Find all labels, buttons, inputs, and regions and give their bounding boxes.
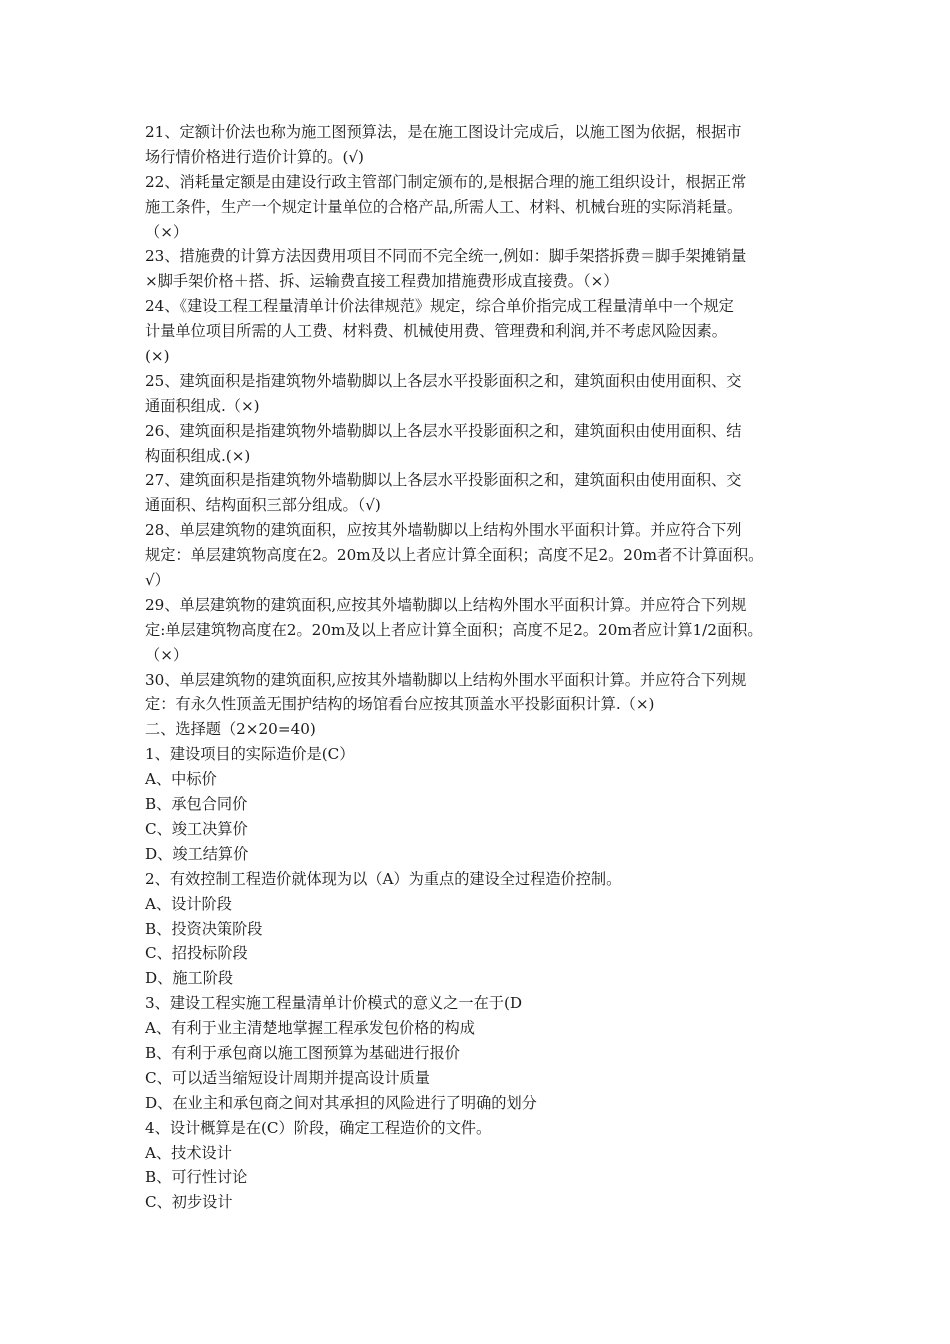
- option-line: A、技术设计: [145, 1143, 232, 1162]
- text-line: 构面积组成.(×): [145, 446, 251, 465]
- text-line: 计量单位项目所需的人工费、材料费、机械使用费、管理费和利润,并不考虑风险因素。: [145, 322, 727, 341]
- question-line: 4、设计概算是在(C）阶段，确定工程造价的文件。: [145, 1118, 492, 1137]
- text-line: 通面积组成.（×): [145, 396, 260, 415]
- text-line: 30、单层建筑物的建筑面积,应按其外墙勒脚以上结构外围水平面积计算。并应符合下列规: [145, 670, 747, 689]
- text-line: (×): [145, 347, 170, 366]
- text-line: 27、建筑面积是指建筑物外墙勒脚以上各层水平投影面积之和，建筑面积由使用面积、交: [145, 471, 742, 490]
- option-line: D、竣工结算价: [145, 844, 249, 863]
- option-line: B、承包合同价: [145, 795, 248, 814]
- option-line: D、施工阶段: [145, 969, 234, 988]
- text-line: 21、定额计价法也称为施工图预算法，是在施工图设计完成后，以施工图为依据，根据市: [145, 123, 742, 141]
- text-line: 26、建筑面积是指建筑物外墙勒脚以上各层水平投影面积之和，建筑面积由使用面积、结: [145, 421, 742, 440]
- text-line: 28、单层建筑物的建筑面积，应按其外墙勒脚以上结构外围水平面积计算。并应符合下列: [145, 521, 742, 540]
- text-line: 24、《建设工程工程量清单计价法律规范》规定，综合单价指完成工程量清单中一个规定: [145, 297, 734, 316]
- option-line: B、可行性讨论: [145, 1168, 248, 1187]
- text-line: 定：有永久性顶盖无围护结构的场馆看台应按其顶盖水平投影面积计算.（×): [145, 695, 655, 714]
- option-line: D、在业主和承包商之间对其承担的风险进行了明确的划分: [145, 1093, 537, 1112]
- text-line: 22、消耗量定额是由建设行政主管部门制定颁布的,是根据合理的施工组织设计，根据正常: [145, 172, 747, 191]
- text-line: 25、建筑面积是指建筑物外墙勒脚以上各层水平投影面积之和，建筑面积由使用面积、交: [145, 371, 742, 390]
- question-line: 1、建设项目的实际造价是(C）: [145, 745, 355, 764]
- text-line: 规定：单层建筑物高度在2。20m及以上者应计算全面积；高度不足2。20m者不计算面积。: [145, 546, 764, 565]
- option-line: C、可以适当缩短设计周期并提高设计质量: [145, 1068, 430, 1087]
- document-body: [145, 120, 825, 1215]
- option-line: A、有利于业主清楚地掌握工程承发包价格的构成: [145, 1019, 475, 1038]
- text-line: ×脚手架价格＋搭、拆、运输费直接工程费加措施费形成直接费。（×）: [145, 272, 619, 291]
- text-line: 施工条件，生产一个规定计量单位的合格产品,所需人工、材料、机械台班的实际消耗量。: [145, 197, 743, 216]
- text-line: （×）: [145, 222, 189, 241]
- text-line: 29、单层建筑物的建筑面积,应按其外墙勒脚以上结构外围水平面积计算。并应符合下列规: [145, 595, 747, 614]
- text-line: 定:单层建筑物高度在2。20m及以上者应计算全面积；高度不足2。20m者应计算1/2面积。: [145, 620, 763, 639]
- option-line: A、中标价: [145, 770, 217, 789]
- text-line: √）: [145, 571, 170, 590]
- text-line: （×）: [145, 645, 189, 664]
- text-line: 23、措施费的计算方法因费用项目不同而不完全统一,例如：脚手架搭拆费＝脚手架摊销量: [145, 247, 747, 266]
- text-line: 通面积、结构面积三部分组成。（√): [145, 496, 381, 515]
- option-line: C、初步设计: [145, 1193, 233, 1212]
- option-line: B、有利于承包商以施工图预算为基础进行报价: [145, 1043, 460, 1062]
- question-line: 2、有效控制工程造价就体现为以（A）为重点的建设全过程造价控制。: [145, 869, 622, 888]
- section-heading: 二、选择题（2×20=40): [145, 720, 316, 739]
- option-line: A、设计阶段: [145, 894, 232, 913]
- option-line: C、招投标阶段: [145, 944, 248, 963]
- text-line: 场行情价格进行造价计算的。(√): [145, 147, 364, 166]
- option-line: B、投资决策阶段: [145, 919, 263, 938]
- option-line: C、竣工决算价: [145, 819, 248, 838]
- question-line: 3、建设工程实施工程量清单计价模式的意义之一在于(D: [145, 994, 523, 1013]
